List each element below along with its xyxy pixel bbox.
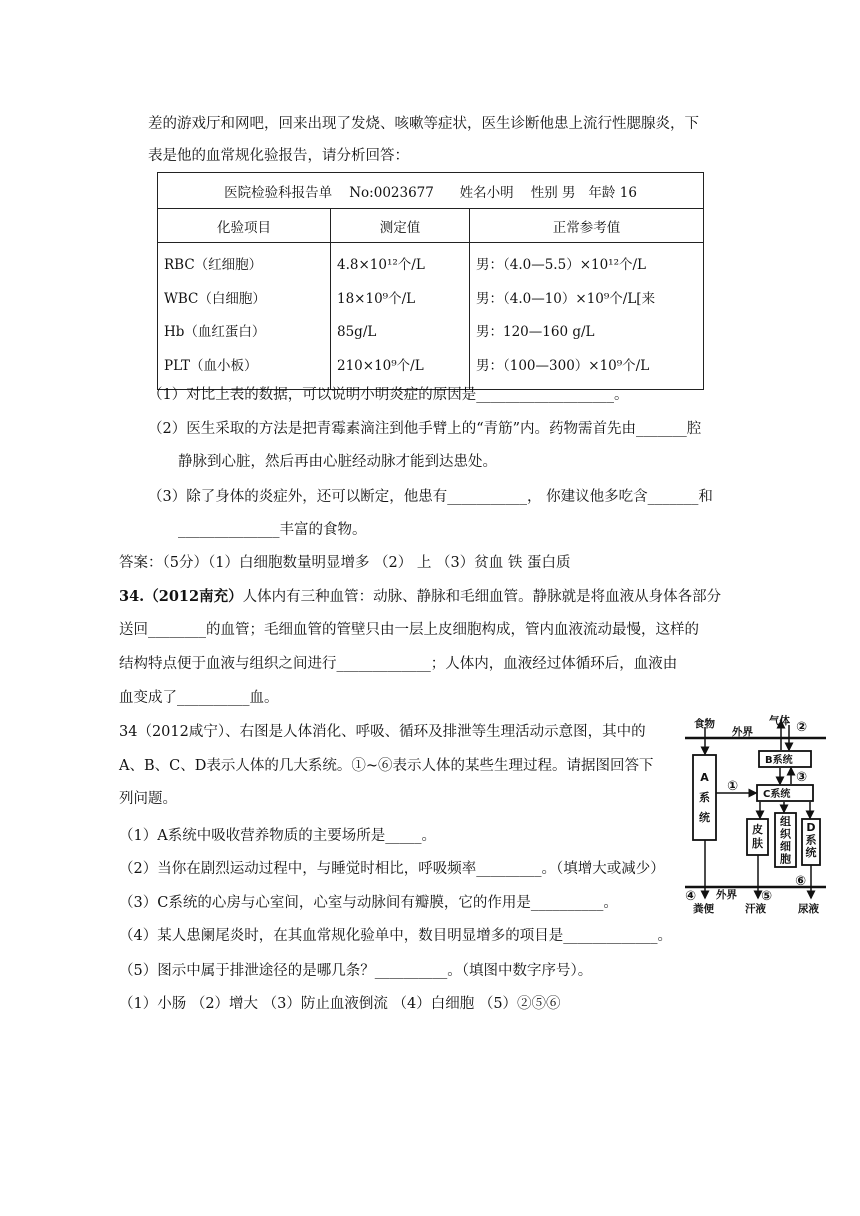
label-outside-bottom: 外界 xyxy=(716,889,737,901)
q33-question-2a: （2）医生采取的方法是把青霉素滴注到他手臂上的“青筋”内。药物需首先由_______腔 xyxy=(148,421,702,437)
label-b-system: B系统 xyxy=(765,755,793,766)
column-value: 测定值 xyxy=(331,209,470,243)
label-feces: 粪便 xyxy=(693,903,714,915)
q33-question-3a: （3）除了身体的炎症外，还可以断定，他患有___________， 你建议他多吃含_______和 xyxy=(148,489,713,505)
label-n1: ① xyxy=(727,779,739,794)
reference-wbc: 男：（4.0—10）×10⁹个/L[来 xyxy=(476,290,656,307)
q34b-line-3: 列问题。 xyxy=(119,791,177,807)
label-c-system: C系统 xyxy=(763,789,791,800)
q34b-answer: （1）小肠 （2）增大 （3）防止血液倒流 （4）白细胞 （5）②⑤⑥ xyxy=(119,996,561,1012)
label-skin: 皮肤 xyxy=(752,823,763,850)
report-header: 医院检验科报告单 No:0023677 姓名小明 性别 男 年龄 16 xyxy=(158,173,704,209)
value-wbc: 18×10⁹个/L xyxy=(337,290,416,307)
value-plt: 210×10⁹个/L xyxy=(337,357,424,374)
q34b-line-2: A、B、C、D表示人体的几大系统。①~⑥表示人体的某些生理过程。请据图回答下 xyxy=(119,758,654,774)
q34a-line-3: 结构特点便于血液与组织之间进行_____________；人体内，血液经过体循环后，血液由 xyxy=(119,656,678,672)
column-item: 化验项目 xyxy=(158,209,331,243)
q34b-question-2: （2）当你在剧烈运动过程中，与睡觉时相比，呼吸频率_________。（填增大或减少） xyxy=(119,861,665,877)
q34b-question-3: （3）C系统的心房与心室间，心室与动脉间有瓣膜，它的作用是__________。 xyxy=(119,895,618,911)
item-wbc: WBC（白细胞） xyxy=(164,290,266,307)
item-hb: Hb（血红蛋白） xyxy=(164,324,266,340)
label-n3: ③ xyxy=(796,770,808,785)
item-cell xyxy=(158,243,331,390)
label-a-system: A 系统 xyxy=(699,771,710,824)
value-rbc: 4.8×10¹²个/L xyxy=(337,257,425,273)
label-n4: ④ xyxy=(685,889,697,904)
label-n6: ⑥ xyxy=(795,874,807,889)
q33-question-3b: ______________丰富的食物。 xyxy=(178,522,367,538)
label-food: 食物 xyxy=(694,718,715,730)
reference-cell xyxy=(470,243,704,390)
reference-plt: 男：（100—300）×10⁹个/L xyxy=(476,357,650,374)
q33-question-2b: 静脉到心脏，然后再由心脏经动脉才能到达患处。 xyxy=(178,454,497,470)
item-plt: PLT（血小板） xyxy=(164,357,258,374)
label-d-system: D 系统 xyxy=(805,821,817,859)
q34b-line-1: 34（2012咸宁）、右图是人体消化、呼吸、循环及排泄等生理活动示意图，其中的 xyxy=(119,724,646,740)
label-n2: ② xyxy=(796,720,808,735)
label-urine: 尿液 xyxy=(798,903,819,915)
q33-answer: 答案：（5分）（1）白细胞数量明显增多 （2） 上 （3）贫血 铁 蛋白质 xyxy=(119,555,571,571)
q34a-label: 34.（2012南充） xyxy=(119,588,243,605)
q34a-text-1: 人体内有三种血管：动脉、静脉和毛细血管。静脉就是将血液从身体各部分 xyxy=(242,589,722,605)
q33-question-1: （1）对比上表的数据，可以说明小明炎症的原因是___________________。 xyxy=(148,387,629,403)
label-outside-top: 外界 xyxy=(732,726,753,738)
q34a-line-2: 送回________的血管；毛细血管的管壁只由一层上皮细胞构成，管内血液流动最慢，这样的 xyxy=(119,622,699,638)
q34a-line-4: 血变成了__________血。 xyxy=(119,690,279,706)
q34a-line-1 xyxy=(119,587,721,607)
value-hb: 85g/L xyxy=(337,324,377,340)
blood-report-table xyxy=(157,172,704,390)
value-cell xyxy=(331,243,470,390)
q34b-question-1: （1）A系统中吸收营养物质的主要场所是_____。 xyxy=(119,828,436,844)
q34b-question-4: （4）某人患阑尾炎时，在其血常规化验单中，数目明显增多的项目是_____________。 xyxy=(119,928,672,944)
physiology-diagram xyxy=(683,713,828,915)
item-rbc: RBC（红细胞） xyxy=(164,257,263,273)
label-gas: 气体 xyxy=(769,715,790,727)
intro-line-2: 表是他的血常规化验报告，请分析回答： xyxy=(148,148,409,164)
label-n5: ⑤ xyxy=(761,889,773,904)
reference-rbc: 男：（4.0—5.5）×10¹²个/L xyxy=(476,257,647,273)
label-tissue: 组织细胞 xyxy=(780,815,791,866)
label-sweat: 汗液 xyxy=(745,903,766,915)
column-reference: 正常参考值 xyxy=(470,209,704,243)
reference-hb: 男：120—160 g/L xyxy=(476,324,595,340)
q34b-question-5: （5）图示中属于排泄途径的是哪几条？__________。（填图中数字序号）。 xyxy=(119,963,593,979)
intro-line-1: 差的游戏厅和网吧，回来出现了发烧、咳嗽等症状，医生诊断他患上流行性腮腺炎，下 xyxy=(148,116,699,132)
